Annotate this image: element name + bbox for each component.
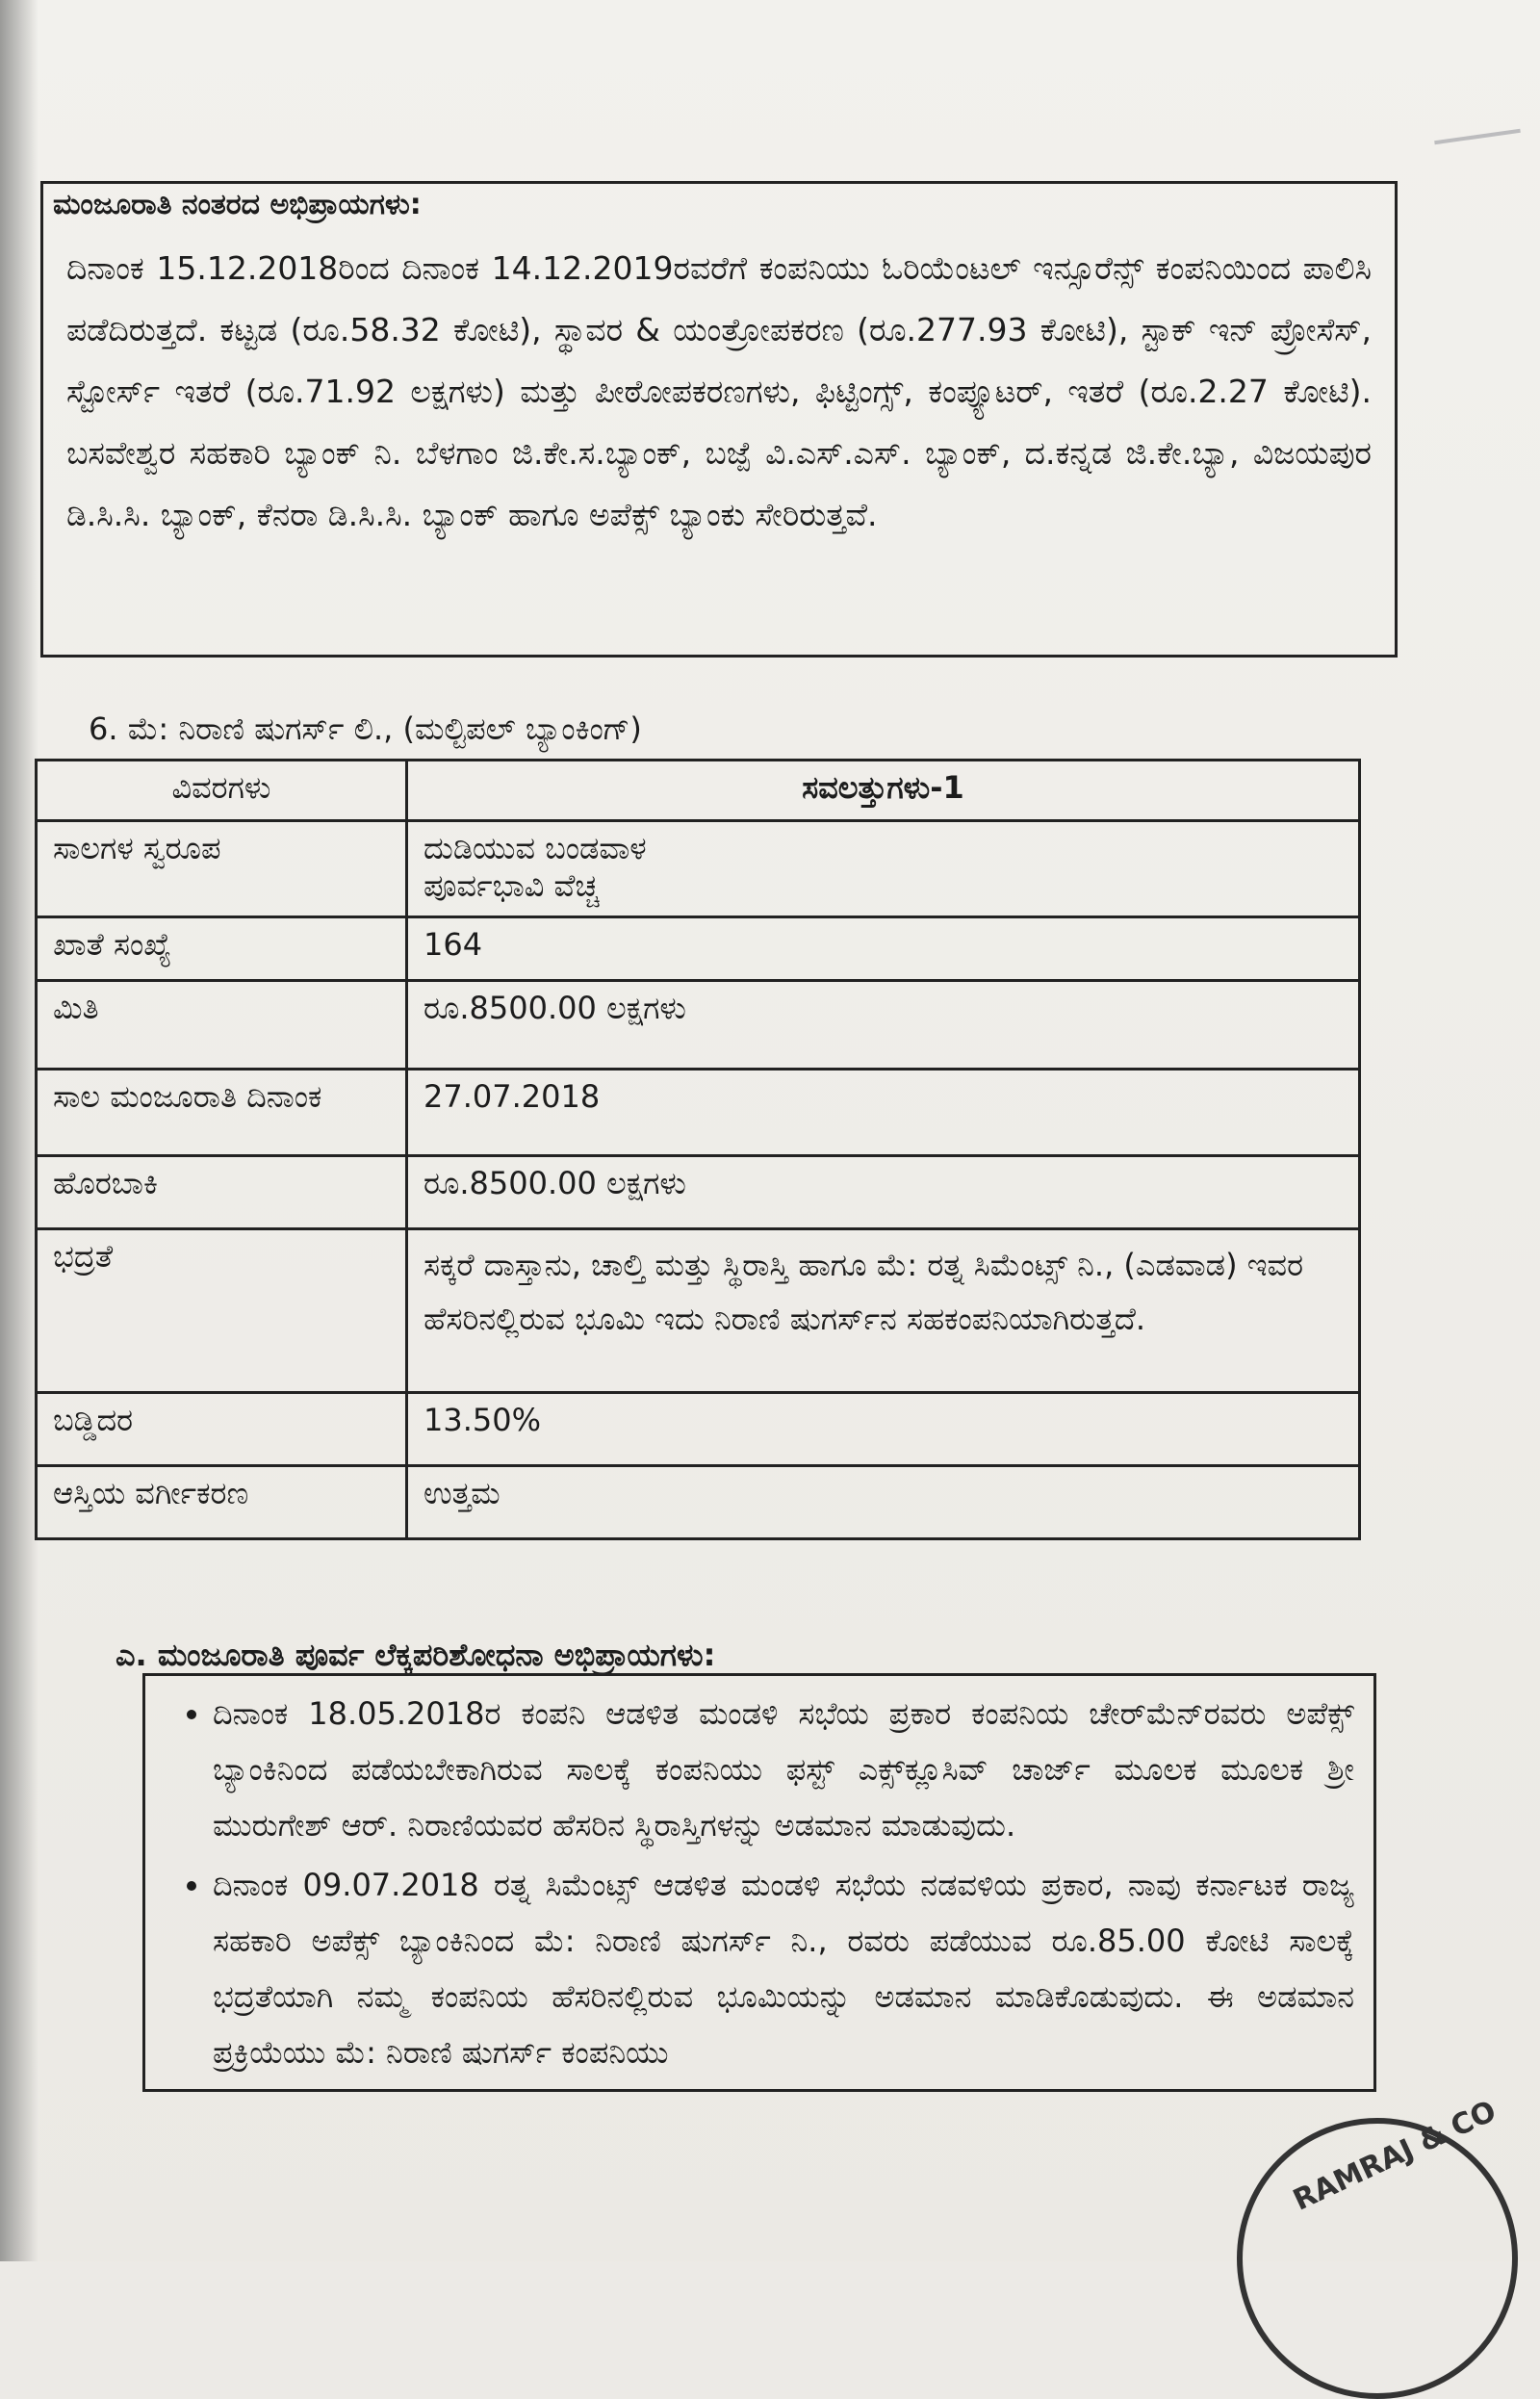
table-row <box>37 821 1360 917</box>
row-value-line: ಪೂರ್ವಭಾವಿ ವೆಚ್ಚ <box>424 867 600 904</box>
loan-details-table <box>35 759 1361 1540</box>
header-label: ವಿವರಗಳು <box>37 761 407 821</box>
row-value: 27.07.2018 <box>407 1070 1360 1156</box>
row-value: ರೂ.8500.00 ಲಕ್ಷಗಳು <box>407 981 1360 1070</box>
row-value: ರೂ.8500.00 ಲಕ್ಷಗಳು <box>407 1156 1360 1229</box>
row-label: ಸಾಲಗಳ ಸ್ವರೂಪ <box>37 821 407 917</box>
row-value: ಉತ್ತಮ <box>407 1466 1360 1539</box>
list-item: • ದಿನಾಂಕ 18.05.2018ರ ಕಂಪನಿ ಆಡಳಿತ ಮಂಡಳಿ ಸಭೆಯ ಪ್ರಕಾರ ಕಂಪನಿಯ ಚೇರ್‌ಮೆನ್‌ರವರು ಅಪೆಕ್ಸ್ ಬ್ಯಾಂಕಿನಿಂದ ಪಡೆಯಬೇಕಾಗಿರುವ ಸಾಲಕ್ಕೆ ಕಂಪನಿಯು ಫಸ್ಟ್ ಎಕ್ಸ್‌ಕ್ಲೂಸಿವ್ ಚಾರ್ಜ್ ಮೂಲಕ ಮೂಲಕ ಶ್ರೀ ಮುರುಗೇಶ್ ಆರ್. ನಿರಾಣಿಯವರ ಹೆಸರಿನ ಸ್ಥಿರಾಸ್ತಿಗಳನ್ನು ಅಡಮಾನ ಮಾಡುವುದು. <box>213 1686 1354 1853</box>
stamp-text: RAMRAJ & CO <box>1288 2094 1502 2218</box>
row-value <box>407 821 1360 917</box>
row-value: 164 <box>407 917 1360 981</box>
post-sanction-title: ಮಂಜೂರಾತಿ ನಂತರದ ಅಭಿಪ್ರಾಯಗಳು: <box>53 188 422 221</box>
table-row <box>37 1229 1360 1393</box>
row-label: ಭದ್ರತೆ <box>37 1229 407 1393</box>
pre-sanction-box <box>142 1673 1376 2092</box>
row-label: ಸಾಲ ಮಂಜೂರಾತಿ ದಿನಾಂಕ <box>37 1070 407 1156</box>
table-header-row <box>37 761 1360 821</box>
post-sanction-text: ದಿನಾಂಕ 15.12.2018ರಿಂದ ದಿನಾಂಕ 14.12.2019ರವರೆಗೆ ಕಂಪನಿಯು ಓರಿಯೆಂಟಲ್ ಇನ್ಸೂರೆನ್ಸ್ ಕಂಪನಿಯಿಂದ ಪಾಲಿಸಿ ಪಡೆದಿರುತ್ತದೆ. ಕಟ್ಟಡ (ರೂ.58.32 ಕೋಟಿ), ಸ್ಥಾವರ & ಯಂತ್ರೋಪಕರಣ (ರೂ.277.93 ಕೋಟಿ), ಸ್ಟಾಕ್ ಇನ್ ಪ್ರೋಸೆಸ್, ಸ್ಟೋರ್ಸ್ ಇತರೆ (ರೂ.71.92 ಲಕ್ಷಗಳು) ಮತ್ತು ಪೀಠೋಪಕರಣಗಳು, ಫಿಟ್ಟಿಂಗ್ಸ್, ಕಂಪ್ಯೂಟರ್, ಇತರೆ (ರೂ.2.27 ಕೋಟಿ). ಬಸವೇಶ್ವರ ಸಹಕಾರಿ ಬ್ಯಾಂಕ್ ನಿ. ಬೆಳಗಾಂ ಜಿ.ಕೇ.ಸ.ಬ್ಯಾಂಕ್, ಬಜ್ಪೆ ವಿ.ಎಸ್.ಎಸ್. ಬ್ಯಾಂಕ್, ದ.ಕನ್ನಡ ಜಿ.ಕೇ.ಬ್ಯಾ, ವಿಜಯಪುರ ಡಿ.ಸಿ.ಸಿ. ಬ್ಯಾಂಕ್, ಕೆನರಾ ಡಿ.ಸಿ.ಸಿ. ಬ್ಯಾಂಕ್ ಹಾಗೂ ಅಪೆಕ್ಸ್ ಬ್ಯಾಂಕು ಸೇರಿರುತ್ತವೆ. <box>66 249 1372 533</box>
table-row <box>37 1466 1360 1539</box>
row-label: ಖಾತೆ ಸಂಖ್ಯೆ <box>37 917 407 981</box>
post-sanction-box <box>40 181 1398 658</box>
pen-mark <box>1434 129 1521 144</box>
section-heading: 6. ಮೆ: ನಿರಾಣಿ ಷುಗರ್ಸ್ ಲಿ., (ಮಲ್ಟಿಪಲ್ ಬ್ಯಾಂಕಿಂಗ್) <box>89 710 642 747</box>
row-value-line: ದುಡಿಯುವ ಬಂಡವಾಳ <box>424 830 647 866</box>
row-label: ಬಡ್ಡಿದರ <box>37 1393 407 1466</box>
table-row <box>37 981 1360 1070</box>
row-label: ಆಸ್ತಿಯ ವರ್ಗೀಕರಣ <box>37 1466 407 1539</box>
row-value: ಸಕ್ಕರೆ ದಾಸ್ತಾನು, ಚಾಲ್ತಿ ಮತ್ತು ಸ್ಥಿರಾಸ್ತಿ ಹಾಗೂ ಮೆ: ರತ್ನ ಸಿಮೆಂಟ್ಸ್ ನಿ., (ಎಡವಾಡ) ಇವರ ಹೆಸರಿನಲ್ಲಿರುವ ಭೂಮಿ ಇದು ನಿರಾಣಿ ಷುಗರ್ಸ್‌ನ ಸಹಕಂಪನಿಯಾಗಿರುತ್ತದೆ. <box>407 1229 1360 1393</box>
pre-sanction-title: ಎ. ಮಂಜೂರಾತಿ ಪೂರ್ವ ಲೆಕ್ಕಪರಿಶೋಧನಾ ಅಭಿಪ್ರಾಯಗಳು: <box>116 1637 716 1673</box>
table-row <box>37 1156 1360 1229</box>
list-item: • ದಿನಾಂಕ 09.07.2018 ರತ್ನ ಸಿಮೆಂಟ್ಸ್ ಆಡಳಿತ ಮಂಡಳಿ ಸಭೆಯ ನಡವಳಿಯ ಪ್ರಕಾರ, ನಾವು ಕರ್ನಾಟಕ ರಾಜ್ಯ ಸಹಕಾರಿ ಅಪೆಕ್ಸ್ ಬ್ಯಾಂಕಿನಿಂದ ಮೆ: ನಿರಾಣಿ ಷುಗರ್ಸ್ ನಿ., ರವರು ಪಡೆಯುವ ರೂ.85.00 ಕೋಟಿ ಸಾಲಕ್ಕೆ ಭದ್ರತೆಯಾಗಿ ನಮ್ಮ ಕಂಪನಿಯ ಹೆಸರಿನಲ್ಲಿರುವ ಭೂಮಿಯನ್ನು ಅಡಮಾನ ಮಾಡಿಕೊಡುವುದು. ಈ ಅಡಮಾನ ಪ್ರಕ್ರಿಯೆಯು ಮೆ: ನಿರಾಣಿ ಷುಗರ್ಸ್ ಕಂಪನಿಯು <box>213 1857 1354 2080</box>
pre-sanction-list <box>165 1686 1354 2080</box>
table-row <box>37 1393 1360 1466</box>
table-row <box>37 1070 1360 1156</box>
row-label: ಹೊರಬಾಕಿ <box>37 1156 407 1229</box>
table-row <box>37 917 1360 981</box>
row-value: 13.50% <box>407 1393 1360 1466</box>
page-edge-shadow <box>0 0 38 2261</box>
row-label: ಮಿತಿ <box>37 981 407 1070</box>
header-value: ಸವಲತ್ತುಗಳು-1 <box>407 761 1360 821</box>
